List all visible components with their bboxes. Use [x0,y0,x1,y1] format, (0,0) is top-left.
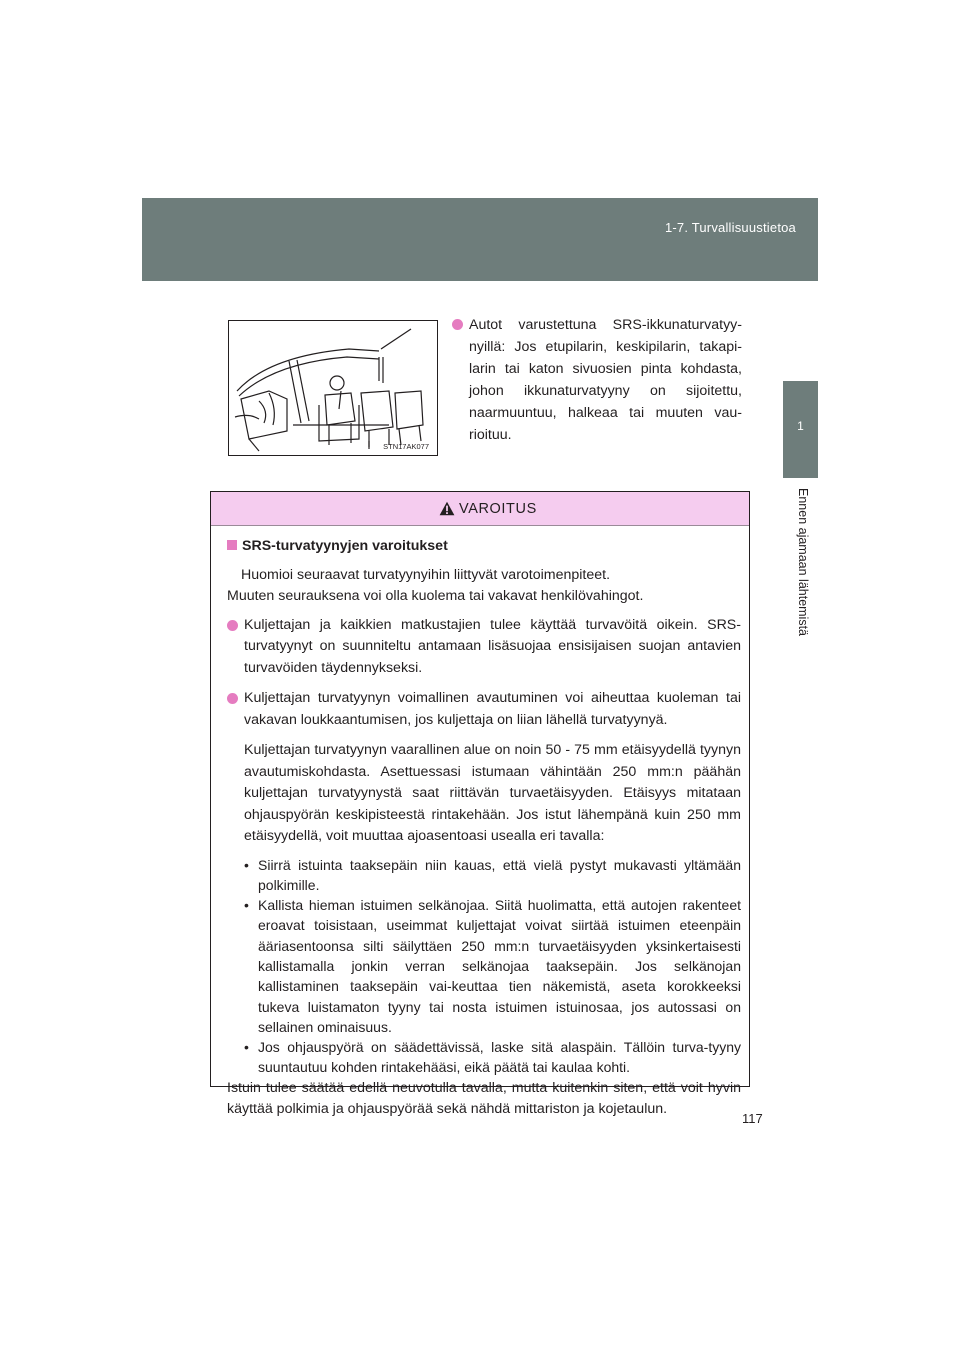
header-bar [142,198,818,281]
warning-heading [227,536,741,558]
note-text: Autot varustettuna SRS-ikkunaturvatyy-nyillä: Jos etupilarin, keskipilarin, takapi-larin tai katon sivuosien pinta kohdasta, johon ikkunaturvatyyny on sijoitettu, naarmuuntuu, halkeaa tai muuten vau-rioituu. [469,317,742,443]
section-title: 1-7. Turvallisuustietoa [664,220,796,235]
page-number: 117 [742,1111,763,1126]
chapter-tab [783,381,818,478]
window-airbag-note [452,314,742,446]
bullet-dot-icon [227,620,238,631]
adjustment-list [227,855,741,1078]
warning-title: VAROITUS [459,501,537,517]
list-item: • Kallista hieman istuimen selkänojaa. Siitä huolimatta, että autojen rakenteet eroavat toisistaan, useimmat kuljettajat voivat siirtää istuimen eteenpäin ääriasentoonsa silti säilyttäen 250 mm:n turvaetäisyyden yksinkertaisesti kallistamalla jonkin verran selkänojaa taaksepäin. Jos selkänojan kallistaminen taaksepäin vai-keuttaa tien näkemistä, aseta korokkeeksi tukeva luistamaton tyyny tai nosta istuimen istuinosaa, jos autossasi on sellainen ominaisuus. [244,895,741,1037]
bullet-text: Kuljettajan ja kaikkien matkustajien tulee käyttää turvavöitä oikein. SRS-turvatyynyt on suunniteltu antamaan lisäsuojaa ensisijaisen suojan antavien turvavöiden täydennykseksi. [244,616,741,676]
warning-bullet [227,688,741,731]
intro-line-2: Muuten seurauksena voi olla kuolema tai vakavat henkilövahingot. [227,588,644,604]
warning-heading-text: SRS-turvatyynyjen varoitukset [242,538,448,554]
airbag-illustration [228,320,438,456]
warning-bullet [227,615,741,680]
list-item: • Jos ohjauspyörä on säädettävissä, laske sitä alaspäin. Tällöin turva-tyyny suuntautuu kohden rintakehääsi, eikä päätä tai kaulaa kohti. [244,1037,741,1078]
warning-triangle-icon [439,501,455,516]
figure-code: STN17AK077 [383,442,429,451]
bullet-dot-icon [452,319,463,330]
list-item: • Siirrä istuinta taaksepäin niin kauas, että vielä pystyt mukavasti yltämään polkimille. [244,855,741,896]
warning-box [210,491,750,1117]
bullet-dot-icon [227,693,238,704]
list-item-text: Siirrä istuinta taaksepäin niin kauas, että vielä pystyt mukavasti yltämään polkimille. [258,856,741,893]
danger-zone-paragraph: Kuljettajan turvatyynyn vaarallinen alue on noin 50 - 75 mm etäisyydellä tyynyn avautumiskohdasta. Asettuessasi istumaan vähintään 250 mm:n päähän kuljettajan turvatyynystä saat riittävän turvaetäisyyden. Etäisyys mitataan ohjauspyörän keskipisteestä rintakehään. Jos istut lähempänä kuin 250 mm etäisyydellä, voit muuttaa ajoasentoasi usealla eri tavalla: [244,742,741,844]
bullet-text: Kuljettajan turvatyynyn voimallinen avautuminen voi aiheuttaa kuoleman tai vakavan loukkaantumisen, jos kuljettaja on liian lähellä turvatyynyä. [244,690,741,728]
list-item-text: Jos ohjauspyörä on säädettävissä, laske sitä alaspäin. Tällöin turva-tyyny suuntautuu kohden rintakehääsi, eikä päätä tai kaulaa kohti. [258,1039,741,1076]
car-interior-drawing [229,321,437,455]
intro-line-1: Huomioi seuraavat turvatyynyihin liittyvät varotoimenpiteet. [241,566,611,583]
warning-header [211,492,749,526]
warning-body [227,536,741,1120]
list-item-text: Kallista hieman istuimen selkänojaa. Siitä huolimatta, että autojen rakenteet eroavat toisistaan, useimmat kuljettajat voivat siirtää istuimen eteenpäin ääriasentoonsa silti säilyttäen 250 mm:n turvaetäisyyden yksinkertaisesti kallistamalla jonkin verran selkänojaa taaksepäin. Jos selkänojan kallistaminen taaksepäin vai-keuttaa tien näkemistä, aseta korokkeeksi tukeva luistamaton tyyny tai nosta istuimen istuinosaa, jos autossasi on sellainen ominaisuus. [258,897,741,1035]
square-bullet-icon [227,540,237,550]
chapter-number: 1 [797,419,804,433]
closing-paragraph: Istuin tulee säätää edellä neuvotulla tavalla, mutta kuitenkin siten, että voit hyvin käyttää polkimia ja ohjauspyörää sekä nähdä mittariston ja kojetaulun. [227,1079,741,1117]
chapter-title: Ennen ajamaan lähtemistä [796,488,810,637]
